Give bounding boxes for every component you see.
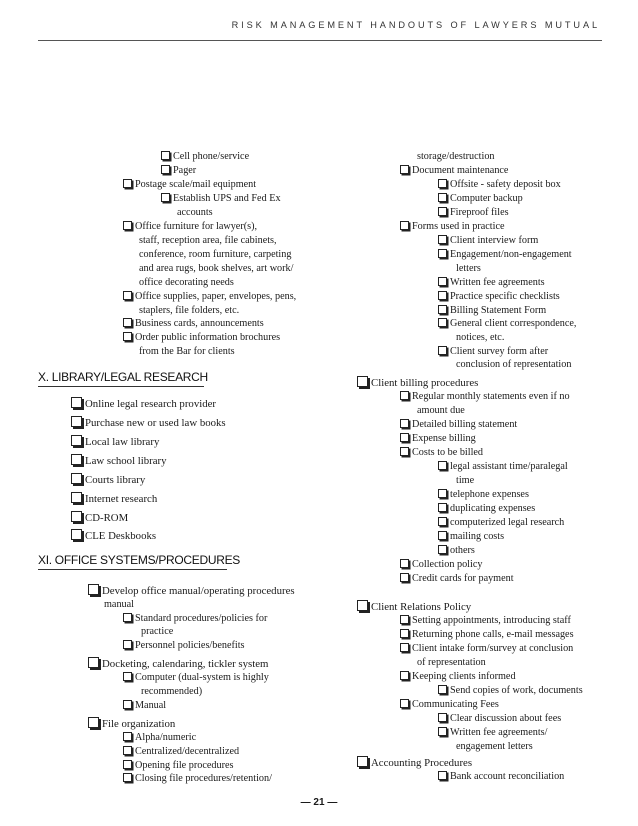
checkbox-icon <box>438 727 447 736</box>
checklist-item-text: computerized legal research <box>450 517 565 528</box>
section-x-title: X. LIBRARY/LEGAL RESEARCH <box>38 370 208 384</box>
checklist-item <box>438 192 523 205</box>
checklist-item <box>71 529 156 543</box>
checklist-item-text: mailing costs <box>450 531 505 542</box>
checklist-item <box>438 712 561 725</box>
checklist-item <box>71 397 216 411</box>
section-x-underline <box>38 386 204 387</box>
checkbox-icon <box>400 573 409 582</box>
checkbox-icon <box>123 221 132 230</box>
checkbox-icon <box>400 629 409 638</box>
checklist-item <box>123 759 233 772</box>
checklist-item <box>456 262 481 275</box>
checklist-item <box>71 511 128 525</box>
checklist-item <box>71 454 167 468</box>
checklist-item <box>357 600 471 614</box>
checkbox-icon <box>123 732 132 741</box>
checklist-item <box>123 612 267 625</box>
checklist-item-text: engagement letters <box>456 741 533 752</box>
checkbox-icon <box>400 447 409 456</box>
checklist-item <box>71 416 226 430</box>
checklist-item <box>400 628 574 641</box>
checklist-item-text: notices, etc. <box>456 332 505 343</box>
checklist-item <box>400 164 508 177</box>
checkbox-icon <box>123 291 132 300</box>
checkbox-icon <box>123 746 132 755</box>
checklist-item <box>88 584 295 598</box>
checkbox-icon <box>123 613 132 622</box>
header-rule <box>38 40 602 41</box>
section-xi-heading <box>38 553 240 567</box>
checklist-item-text: Keeping clients informed <box>412 671 516 682</box>
section-xi-title: XI. OFFICE SYSTEMS/PROCEDURES <box>38 553 240 567</box>
checklist-item <box>123 220 257 233</box>
checklist-item-text: Manual <box>135 700 167 711</box>
checkbox-icon <box>438 503 447 512</box>
checklist-item <box>123 639 245 652</box>
checkbox-icon <box>400 643 409 652</box>
checklist-item <box>139 262 293 275</box>
checklist-item <box>357 376 478 390</box>
checklist-item-text: Closing file procedures/retention/ <box>135 773 272 784</box>
checklist-item-text: Order public information brochures <box>135 332 281 343</box>
checkbox-icon <box>400 391 409 400</box>
checklist-item <box>123 731 196 744</box>
checklist-item <box>123 178 256 191</box>
checklist-item-text: Offsite - safety deposit box <box>450 179 561 190</box>
checklist-item-text: Online legal research provider <box>85 398 217 410</box>
checkbox-icon <box>357 376 368 387</box>
checklist-item-text: Bank account reconciliation <box>450 771 565 782</box>
checkbox-icon <box>123 179 132 188</box>
checklist-item <box>104 598 134 611</box>
checklist-item-text: Establish UPS and Fed Ex <box>173 193 281 204</box>
page-number: — 21 — <box>300 797 338 808</box>
checklist-item-text: time <box>456 475 475 486</box>
checkbox-icon <box>400 419 409 428</box>
checklist-item <box>400 418 517 431</box>
checklist-item-text: manual <box>104 599 134 610</box>
checkbox-icon <box>123 640 132 649</box>
checklist-item-text: staff, reception area, file cabinets, <box>139 235 277 246</box>
checklist-item <box>400 572 514 585</box>
checklist-item-text: Computer backup <box>450 193 523 204</box>
checklist-item-text: others <box>450 545 475 556</box>
checklist-item-text: CD-ROM <box>85 512 129 524</box>
checklist-item <box>139 345 235 358</box>
checklist-item-text: recommended) <box>141 686 203 697</box>
checklist-item <box>417 656 486 669</box>
checklist-item-text: storage/destruction <box>417 151 495 162</box>
checklist-item <box>400 390 570 403</box>
section-x-heading <box>38 370 208 384</box>
checklist-item-text: telephone expenses <box>450 489 529 500</box>
checklist-item-text: Setting appointments, introducing staff <box>412 615 571 626</box>
checklist-item <box>139 248 291 261</box>
checklist-item-text: Alpha/numeric <box>135 732 197 743</box>
checklist-item-text: Centralized/decentralized <box>135 746 240 757</box>
checkbox-icon <box>438 685 447 694</box>
checkbox-icon <box>88 584 99 595</box>
checklist-item <box>400 220 505 233</box>
running-header: RISK MANAGEMENT HANDOUTS OF LAWYERS MUTUAL <box>231 20 600 30</box>
checklist-item-text: legal assistant time/paralegal <box>450 461 568 472</box>
checklist-item <box>438 460 568 473</box>
checkbox-icon <box>438 277 447 286</box>
checklist-item <box>417 150 495 163</box>
checklist-item-text: General client correspondence, <box>450 318 577 329</box>
checkbox-icon <box>71 454 82 465</box>
checkbox-icon <box>400 559 409 568</box>
checklist-item <box>123 290 296 303</box>
checklist-item-text: amount due <box>417 405 465 416</box>
checklist-item <box>438 502 535 515</box>
checklist-item <box>141 625 173 638</box>
checklist-item <box>438 726 547 739</box>
checkbox-icon <box>71 511 82 522</box>
checkbox-icon <box>161 151 170 160</box>
checkbox-icon <box>88 717 99 728</box>
checklist-item <box>438 770 564 783</box>
checklist-item <box>161 150 249 163</box>
checklist-item <box>161 192 281 205</box>
checklist-item-text: office decorating needs <box>139 277 234 288</box>
checklist-item <box>71 435 159 449</box>
checklist-item-text: Client billing procedures <box>371 377 479 389</box>
checklist-item-text: Returning phone calls, e-mail messages <box>412 629 574 640</box>
checkbox-icon <box>400 165 409 174</box>
checklist-item-text: Standard procedures/policies for <box>135 613 268 624</box>
checkbox-icon <box>438 771 447 780</box>
checkbox-icon <box>438 207 447 216</box>
checklist-item <box>400 558 482 571</box>
checklist-item-text: staplers, file folders, etc. <box>139 305 240 316</box>
checklist-item-text: Detailed billing statement <box>412 419 518 430</box>
checkbox-icon <box>400 671 409 680</box>
checklist-item-text: of representation <box>417 657 486 668</box>
checkbox-icon <box>438 713 447 722</box>
checklist-item-text: Client survey form after <box>450 346 549 357</box>
checklist-item <box>438 684 583 697</box>
checklist-item <box>456 740 533 753</box>
checklist-item <box>400 642 573 655</box>
checkbox-icon <box>71 529 82 540</box>
checklist-item-text: Billing Statement Form <box>450 305 547 316</box>
checkbox-icon <box>438 545 447 554</box>
checklist-item <box>438 544 475 557</box>
checkbox-icon <box>438 461 447 470</box>
checkbox-icon <box>71 473 82 484</box>
checklist-item-text: Develop office manual/operating procedures <box>102 585 295 597</box>
checklist-item <box>88 717 175 731</box>
checklist-item-text: Document maintenance <box>412 165 509 176</box>
checkbox-icon <box>438 305 447 314</box>
checkbox-icon <box>400 615 409 624</box>
checklist-item <box>177 206 213 219</box>
checkbox-icon <box>123 773 132 782</box>
checkbox-icon <box>71 397 82 408</box>
checklist-item-text: accounts <box>177 207 213 218</box>
checklist-item-text: Client Relations Policy <box>371 601 472 613</box>
checklist-item-text: Written fee agreements/ <box>450 727 548 738</box>
checklist-item-text: Written fee agreements <box>450 277 545 288</box>
checkbox-icon <box>400 433 409 442</box>
checklist-item-text: Internet research <box>85 493 158 505</box>
checklist-item <box>123 671 269 684</box>
section-xi-underline <box>38 569 227 570</box>
checklist-item-text: letters <box>456 263 481 274</box>
checklist-item-text: Law school library <box>85 455 167 467</box>
checklist-item-text: Credit cards for payment <box>412 573 514 584</box>
checklist-item <box>123 745 239 758</box>
checklist-item <box>438 248 572 261</box>
checkbox-icon <box>400 699 409 708</box>
checklist-item <box>88 657 268 671</box>
checklist-item <box>123 317 264 330</box>
checkbox-icon <box>71 435 82 446</box>
checklist-item-text: Client intake form/survey at conclusion <box>412 643 574 654</box>
checkbox-icon <box>438 531 447 540</box>
checklist-item-text: Docketing, calendaring, tickler system <box>102 658 269 670</box>
checklist-item-text: Collection policy <box>412 559 483 570</box>
checklist-item-text: practice <box>141 626 174 637</box>
checkbox-icon <box>438 235 447 244</box>
checklist-item <box>400 614 571 627</box>
checklist-item-text: Expense billing <box>412 433 476 444</box>
checklist-item <box>438 276 545 289</box>
checklist-item <box>400 670 516 683</box>
checkbox-icon <box>123 318 132 327</box>
checkbox-icon <box>71 416 82 427</box>
checklist-item-text: Costs to be billed <box>412 447 484 458</box>
checkbox-icon <box>438 249 447 258</box>
checkbox-icon <box>400 221 409 230</box>
checklist-item <box>123 331 280 344</box>
checklist-item-text: duplicating expenses <box>450 503 536 514</box>
checklist-item-text: Opening file procedures <box>135 760 234 771</box>
checklist-item-text: Regular monthly statements even if no <box>412 391 570 402</box>
checklist-item <box>438 206 509 219</box>
checklist-item-text: File organization <box>102 718 176 730</box>
checkbox-icon <box>357 756 368 767</box>
checklist-item-text: Accounting Procedures <box>371 757 473 769</box>
checklist-item <box>438 488 529 501</box>
checklist-item <box>456 474 474 487</box>
checklist-item-text: Clear discussion about fees <box>450 713 562 724</box>
checklist-item-text: Computer (dual-system is highly <box>135 672 269 683</box>
checklist-item <box>438 530 504 543</box>
checklist-item-text: Pager <box>173 165 197 176</box>
checklist-item <box>139 276 234 289</box>
checklist-item <box>400 446 483 459</box>
checkbox-icon <box>438 318 447 327</box>
checkbox-icon <box>161 165 170 174</box>
checklist-item <box>123 699 166 712</box>
checklist-item <box>139 304 239 317</box>
checklist-item <box>400 698 499 711</box>
checklist-item-text: Communicating Fees <box>412 699 499 710</box>
checklist-item-text: Office furniture for lawyer(s), <box>135 221 258 232</box>
checklist-item-text: Fireproof files <box>450 207 509 218</box>
checklist-item-text: from the Bar for clients <box>139 346 235 357</box>
checklist-item-text: CLE Deskbooks <box>85 530 157 542</box>
checkbox-icon <box>357 600 368 611</box>
checklist-item-text: Send copies of work, documents <box>450 685 583 696</box>
checklist-item-text: Postage scale/mail equipment <box>135 179 257 190</box>
checklist-item <box>438 290 560 303</box>
checklist-item-text: Cell phone/service <box>173 151 250 162</box>
checkbox-icon <box>438 489 447 498</box>
checklist-item <box>417 404 465 417</box>
checklist-item-text: Local law library <box>85 436 160 448</box>
checkbox-icon <box>123 760 132 769</box>
checklist-item-text: Purchase new or used law books <box>85 417 226 429</box>
checklist-item <box>456 358 571 371</box>
checklist-item <box>438 178 561 191</box>
checklist-item <box>400 432 476 445</box>
checkbox-icon <box>123 672 132 681</box>
checklist-item <box>161 164 196 177</box>
checkbox-icon <box>438 291 447 300</box>
checklist-item <box>71 492 157 506</box>
checklist-item-text: Engagement/non-engagement <box>450 249 572 260</box>
checkbox-icon <box>88 657 99 668</box>
checklist-item-text: Forms used in practice <box>412 221 505 232</box>
checkbox-icon <box>123 700 132 709</box>
checklist-item-text: conclusion of representation <box>456 359 572 370</box>
checkbox-icon <box>123 332 132 341</box>
checklist-item-text: Courts library <box>85 474 146 486</box>
checklist-item-text: Client interview form <box>450 235 539 246</box>
checklist-item-text: Office supplies, paper, envelopes, pens, <box>135 291 297 302</box>
checklist-item <box>438 304 546 317</box>
checklist-item-text: and area rugs, book shelves, art work/ <box>139 263 294 274</box>
checklist-item <box>456 331 504 344</box>
checklist-item <box>71 473 145 487</box>
checklist-item <box>141 685 202 698</box>
checklist-item <box>139 234 277 247</box>
checkbox-icon <box>71 492 82 503</box>
checklist-item <box>357 756 472 770</box>
checkbox-icon <box>438 193 447 202</box>
checklist-item <box>123 772 272 785</box>
checklist-item <box>438 234 538 247</box>
checkbox-icon <box>438 179 447 188</box>
checkbox-icon <box>438 517 447 526</box>
checklist-item-text: Business cards, announcements <box>135 318 264 329</box>
checkbox-icon <box>438 346 447 355</box>
checklist-item-text: Personnel policies/benefits <box>135 640 245 651</box>
checklist-item-text: conference, room furniture, carpeting <box>139 249 292 260</box>
checklist-item-text: Practice specific checklists <box>450 291 560 302</box>
checklist-item <box>438 317 576 330</box>
checklist-item <box>438 345 548 358</box>
checkbox-icon <box>161 193 170 202</box>
checklist-item <box>438 516 564 529</box>
